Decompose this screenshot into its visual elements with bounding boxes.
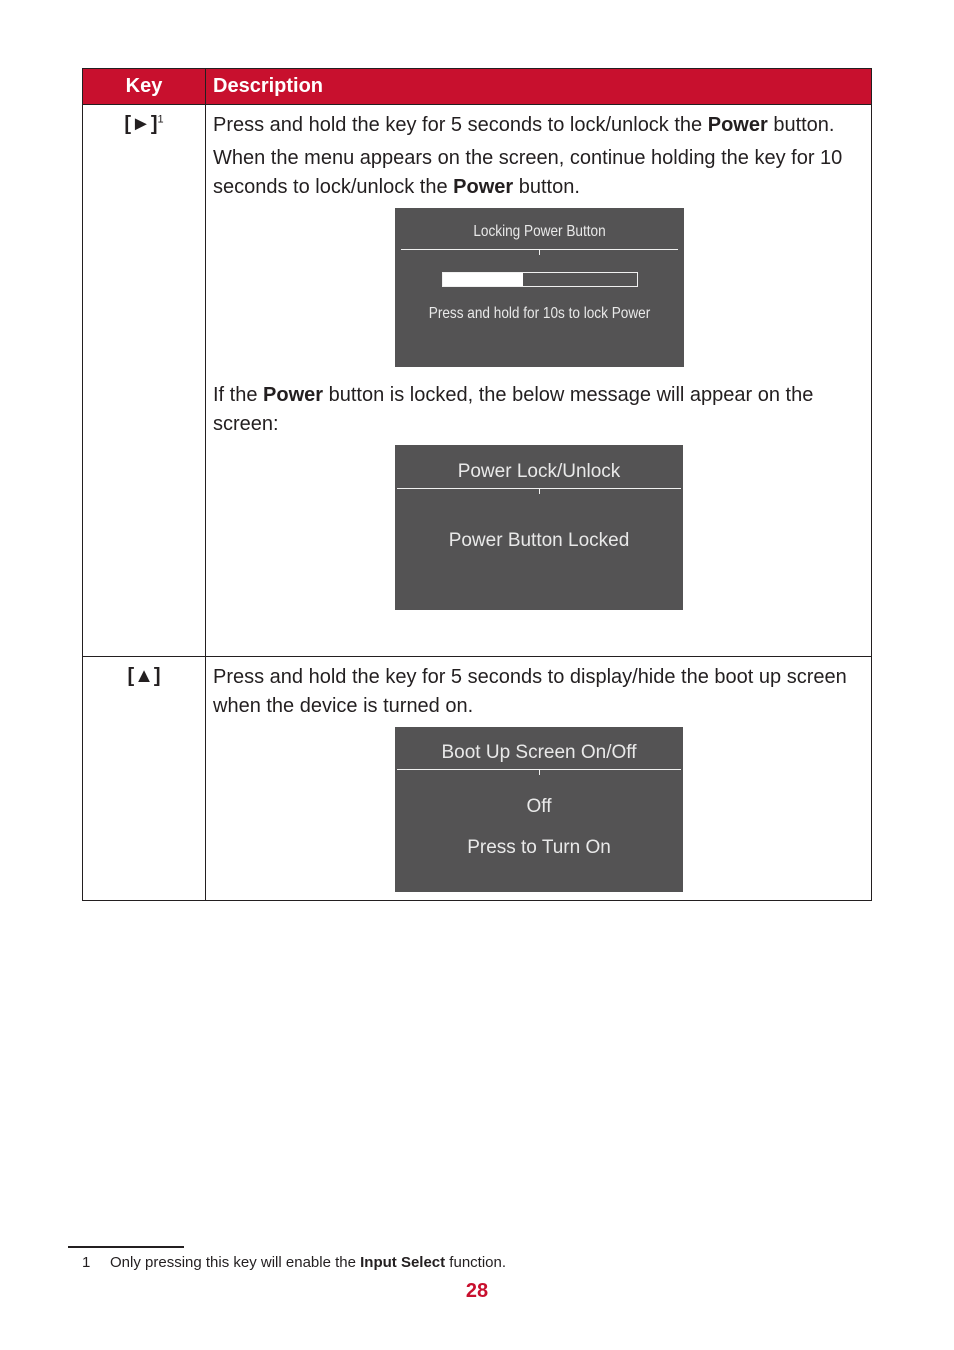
table-row (83, 657, 872, 901)
osd-locking-power-button (395, 208, 684, 367)
description-paragraph: If the Power button is locked, the below message will appear on the screen: (213, 384, 814, 435)
key-cell-up (83, 657, 206, 901)
osd-status: Off (526, 796, 552, 817)
header-key: Key (83, 69, 206, 105)
osd-message: Press and hold for 10s to lock Power (428, 305, 651, 322)
table-header-row (83, 69, 872, 105)
key-cell-right (83, 105, 206, 657)
osd-title: Boot Up Screen On/Off (441, 742, 637, 763)
osd-power-lock-unlock (395, 445, 683, 610)
key-label-up: [▲] (127, 665, 161, 687)
footnote-divider (68, 1246, 184, 1248)
page-number: 28 (465, 1280, 489, 1302)
description-paragraph: Press and hold the key for 5 seconds to display/hide the boot up screen when the device is turned on. (213, 666, 847, 717)
osd-tick (539, 769, 540, 775)
osd-tick (539, 249, 540, 255)
osd-message: Press to Turn On (467, 837, 611, 858)
description-paragraph: When the menu appears on the screen, continue holding the key for 10 seconds to lock/unlock the Power button. (213, 147, 843, 198)
footnote-number: 1 (82, 1254, 91, 1271)
osd-message: Power Button Locked (448, 530, 630, 551)
description-paragraph: Press and hold the key for 5 seconds to lock/unlock the Power button. (213, 114, 835, 136)
table-row (83, 105, 872, 657)
description-cell-right (206, 105, 872, 657)
key-description-table (82, 68, 872, 901)
osd-title: Locking Power Button (473, 223, 606, 240)
osd-progress-fill (443, 273, 523, 286)
osd-progress-bar (442, 272, 638, 287)
osd-boot-up-screen (395, 727, 683, 892)
description-cell-up (206, 657, 872, 901)
footnote-ref: 1 (157, 113, 164, 126)
key-label-right: [►] (124, 113, 158, 135)
footnote: 1 Only pressing this key will enable the Input Select function. (82, 1254, 507, 1271)
osd-tick (539, 488, 540, 494)
osd-title: Power Lock/Unlock (457, 461, 621, 482)
header-description: Description (206, 69, 872, 105)
